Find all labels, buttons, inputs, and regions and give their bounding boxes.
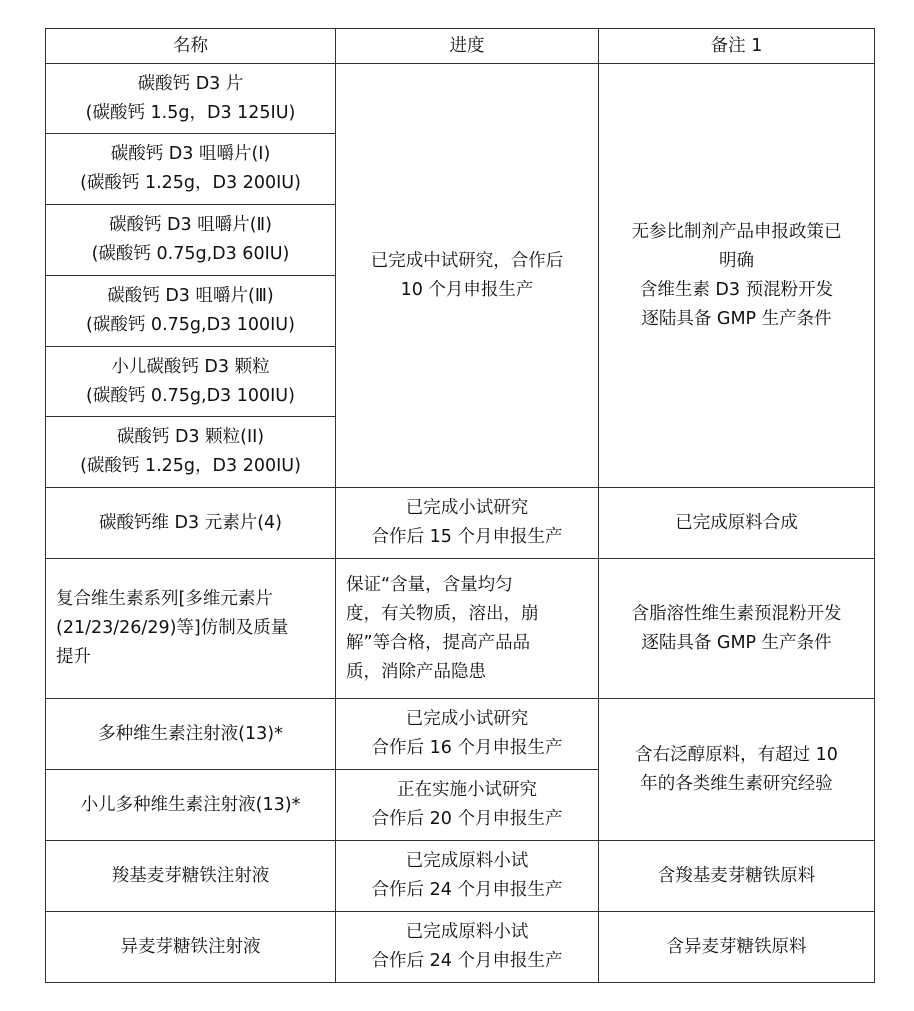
product-name-cell: 多种维生素注射液(13)* (46, 699, 336, 770)
note-text: 逐陆具备 GMP 生产条件 (641, 308, 832, 329)
progress-text: 合作后 24 个月申报生产 (371, 951, 563, 971)
progress-text: 正在实施小试研究 (397, 780, 537, 800)
table-row (46, 64, 875, 134)
product-name: 碳酸钙 D3 咀嚼片(Ⅲ) (107, 286, 274, 306)
note-text: 含维生素 D3 预混粉开发 (639, 279, 834, 300)
product-name: 碳酸钙 D3 咀嚼片(Ⅱ) (108, 215, 272, 235)
progress-text: 已完成小试研究 (405, 709, 529, 729)
progress-text: 度，有关物质，溶出，崩 (346, 603, 539, 624)
product-name-cell (46, 347, 336, 417)
table-row (46, 841, 875, 912)
progress-cell (336, 841, 599, 912)
product-name-cell: 小儿多种维生素注射液(13)* (46, 770, 336, 841)
product-name-cell (46, 559, 336, 699)
product-name: 碳酸钙 D3 片 (137, 73, 244, 94)
note-text: 含脂溶性维生素预混粉开发 (631, 603, 842, 624)
progress-text: 合作后 20 个月申报生产 (371, 809, 563, 829)
header-row (46, 29, 875, 64)
progress-text: 质，消除产品隐患 (346, 661, 486, 682)
product-name-cell: 羧基麦芽糖铁注射液 (46, 841, 336, 912)
progress-text: 已完成中试研究，合作后 (370, 250, 564, 271)
product-table (45, 28, 875, 983)
product-name-cell: 异麦芽糖铁注射液 (46, 912, 336, 983)
progress-text: 合作后 24 个月申报生产 (371, 880, 563, 900)
product-name-cell (46, 205, 336, 276)
product-spec: (碳酸钙 0.75g,D3 100IU) (86, 385, 295, 406)
product-spec: (碳酸钙 0.75g,D3 60IU) (91, 244, 290, 264)
note-text: 逐陆具备 GMP 生产条件 (641, 632, 832, 653)
product-name-cell (46, 276, 336, 347)
note-cell (599, 699, 875, 841)
progress-text: 已完成小试研究 (405, 498, 529, 518)
product-spec: (碳酸钙 1.25g，D3 200IU) (80, 456, 301, 476)
progress-text: 已完成原料小试 (405, 922, 529, 942)
table-row (46, 699, 875, 770)
product-name: 碳酸钙 D3 颗粒(II) (116, 427, 265, 447)
progress-cell (336, 488, 599, 559)
product-name: 复合维生素系列[多维元素片 (56, 589, 273, 609)
product-spec: (碳酸钙 1.5g，D3 125IU) (85, 102, 296, 123)
note-cell (599, 559, 875, 699)
product-name-cell (46, 417, 336, 488)
progress-text: 解”等合格，提高产品品 (346, 632, 531, 653)
product-name: 提升 (56, 647, 91, 667)
progress-text: 合作后 16 个月申报生产 (371, 738, 563, 758)
progress-cell (336, 699, 599, 770)
note-cell: 含羧基麦芽糖铁原料 (599, 841, 875, 912)
product-name: 碳酸钙 D3 咀嚼片(Ⅰ) (110, 144, 271, 164)
progress-text: 10 个月申报生产 (400, 279, 534, 300)
progress-cell (336, 770, 599, 841)
table-row (46, 488, 875, 559)
header-progress: 进度 (336, 29, 599, 64)
note-text: 明确 (719, 250, 754, 271)
note-cell: 含异麦芽糖铁原料 (599, 912, 875, 983)
product-name-cell (46, 64, 336, 134)
header-note: 备注 1 (599, 29, 875, 64)
note-text: 年的各类维生素研究经验 (640, 773, 833, 794)
header-name: 名称 (46, 29, 336, 64)
note-text: 无参比制剂产品申报政策已 (631, 221, 842, 242)
progress-text: 保证“含量，含量均匀 (346, 574, 513, 595)
progress-text: 合作后 15 个月申报生产 (371, 527, 563, 547)
product-spec: (碳酸钙 1.25g，D3 200IU) (80, 173, 301, 193)
product-name: (21/23/26/29)等]仿制及质量 (56, 618, 289, 638)
progress-cell (336, 64, 599, 488)
table-row (46, 559, 875, 699)
note-cell: 已完成原料合成 (599, 488, 875, 559)
note-cell (599, 64, 875, 488)
product-spec: (碳酸钙 0.75g,D3 100IU) (86, 315, 295, 335)
progress-text: 已完成原料小试 (405, 851, 529, 871)
product-name-cell (46, 134, 336, 205)
table-row (46, 912, 875, 983)
note-text: 含右泛醇原料，有超过 10 (635, 744, 838, 765)
product-name: 小儿碳酸钙 D3 颗粒 (111, 356, 270, 377)
progress-cell (336, 912, 599, 983)
progress-cell (336, 559, 599, 699)
product-name-cell: 碳酸钙维 D3 元素片(4) (46, 488, 336, 559)
